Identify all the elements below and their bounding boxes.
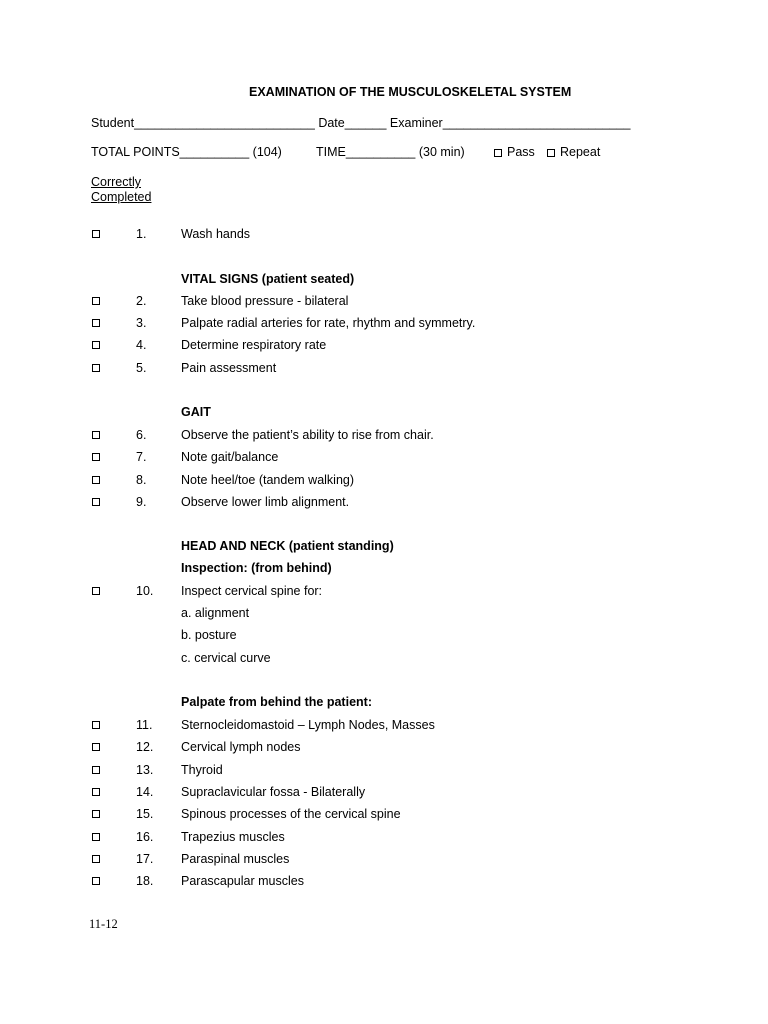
checkbox-item-5[interactable]	[92, 364, 100, 372]
item-text: Note heel/toe (tandem walking)	[181, 473, 355, 487]
item-text: Sternocleidomastoid – Lymph Nodes, Masses	[181, 718, 435, 732]
repeat-checkbox[interactable]	[547, 149, 555, 157]
checkbox-item-7[interactable]	[92, 453, 100, 461]
item-number: 7.	[136, 450, 147, 464]
student-date-examiner-line[interactable]: Student__________________________ Date______ Examiner___________________________	[91, 116, 631, 130]
subheading-inspection: Inspection: (from behind)	[181, 561, 332, 575]
item-number: 11.	[136, 718, 153, 732]
checkbox-item-18[interactable]	[92, 877, 100, 885]
checkbox-item-4[interactable]	[92, 341, 100, 349]
column-header-completed: Completed	[91, 190, 152, 204]
checkbox-item-3[interactable]	[92, 319, 100, 327]
item-text: Wash hands	[181, 227, 251, 241]
item-number: 4.	[136, 338, 147, 352]
time-field[interactable]: TIME__________ (30 min)	[316, 145, 465, 159]
section-heading-vital-signs: VITAL SIGNS (patient seated)	[181, 272, 355, 286]
checkbox-item-10[interactable]	[92, 587, 100, 595]
repeat-label: Repeat	[560, 145, 601, 159]
checkbox-item-1[interactable]	[92, 230, 100, 238]
item-text: Cervical lymph nodes	[181, 740, 301, 754]
item-text: Note gait/balance	[181, 450, 279, 464]
item-number: 5.	[136, 361, 147, 375]
item-text: Pain assessment	[181, 361, 277, 375]
checkbox-item-17[interactable]	[92, 855, 100, 863]
item-text: Observe the patient’s ability to rise from chair.	[181, 428, 434, 442]
checkbox-item-9[interactable]	[92, 498, 100, 506]
checkbox-item-13[interactable]	[92, 766, 100, 774]
total-points-field[interactable]: TOTAL POINTS__________ (104)	[91, 145, 282, 159]
page-number: 11-12	[89, 917, 118, 931]
item-text: Thyroid	[181, 763, 223, 777]
section-heading-gait: GAIT	[181, 405, 211, 419]
item-text: Trapezius muscles	[181, 830, 285, 844]
item-text: Supraclavicular fossa - Bilaterally	[181, 785, 366, 799]
sub-item: c. cervical curve	[181, 651, 271, 665]
sub-item: b. posture	[181, 628, 237, 642]
item-text: Take blood pressure - bilateral	[181, 294, 349, 308]
item-number: 9.	[136, 495, 147, 509]
section-heading-head-neck: HEAD AND NECK (patient standing)	[181, 539, 394, 553]
item-number: 13.	[136, 763, 154, 777]
checkbox-item-16[interactable]	[92, 833, 100, 841]
item-text: Determine respiratory rate	[181, 338, 327, 352]
item-text: Spinous processes of the cervical spine	[181, 807, 401, 821]
item-text: Palpate radial arteries for rate, rhythm and symmetry.	[181, 316, 476, 330]
checkbox-item-11[interactable]	[92, 721, 100, 729]
item-number: 1.	[136, 227, 147, 241]
pass-checkbox[interactable]	[494, 149, 502, 157]
item-number: 14.	[136, 785, 154, 799]
pass-label: Pass	[507, 145, 535, 159]
checkbox-item-12[interactable]	[92, 743, 100, 751]
item-number: 15.	[136, 807, 154, 821]
item-number: 3.	[136, 316, 147, 330]
item-number: 6.	[136, 428, 147, 442]
item-number: 8.	[136, 473, 147, 487]
item-number: 17.	[136, 852, 154, 866]
checkbox-item-15[interactable]	[92, 810, 100, 818]
pass-option[interactable]	[494, 145, 535, 160]
item-text: Inspect cervical spine for:	[181, 584, 323, 598]
checkbox-item-8[interactable]	[92, 476, 100, 484]
item-number: 10.	[136, 584, 154, 598]
column-header-correctly: Correctly	[91, 175, 142, 189]
item-text: Parascapular muscles	[181, 874, 304, 888]
item-number: 12.	[136, 740, 154, 754]
item-number: 18.	[136, 874, 154, 888]
item-text: Observe lower limb alignment.	[181, 495, 350, 509]
section-heading-palpate: Palpate from behind the patient:	[181, 695, 372, 709]
item-number: 2.	[136, 294, 147, 308]
sub-item: a. alignment	[181, 606, 250, 620]
page-title: EXAMINATION OF THE MUSCULOSKELETAL SYSTEM	[249, 85, 572, 99]
repeat-option[interactable]	[547, 145, 600, 160]
checkbox-item-14[interactable]	[92, 788, 100, 796]
checkbox-item-6[interactable]	[92, 431, 100, 439]
item-number: 16.	[136, 830, 154, 844]
item-text: Paraspinal muscles	[181, 852, 290, 866]
checkbox-item-2[interactable]	[92, 297, 100, 305]
